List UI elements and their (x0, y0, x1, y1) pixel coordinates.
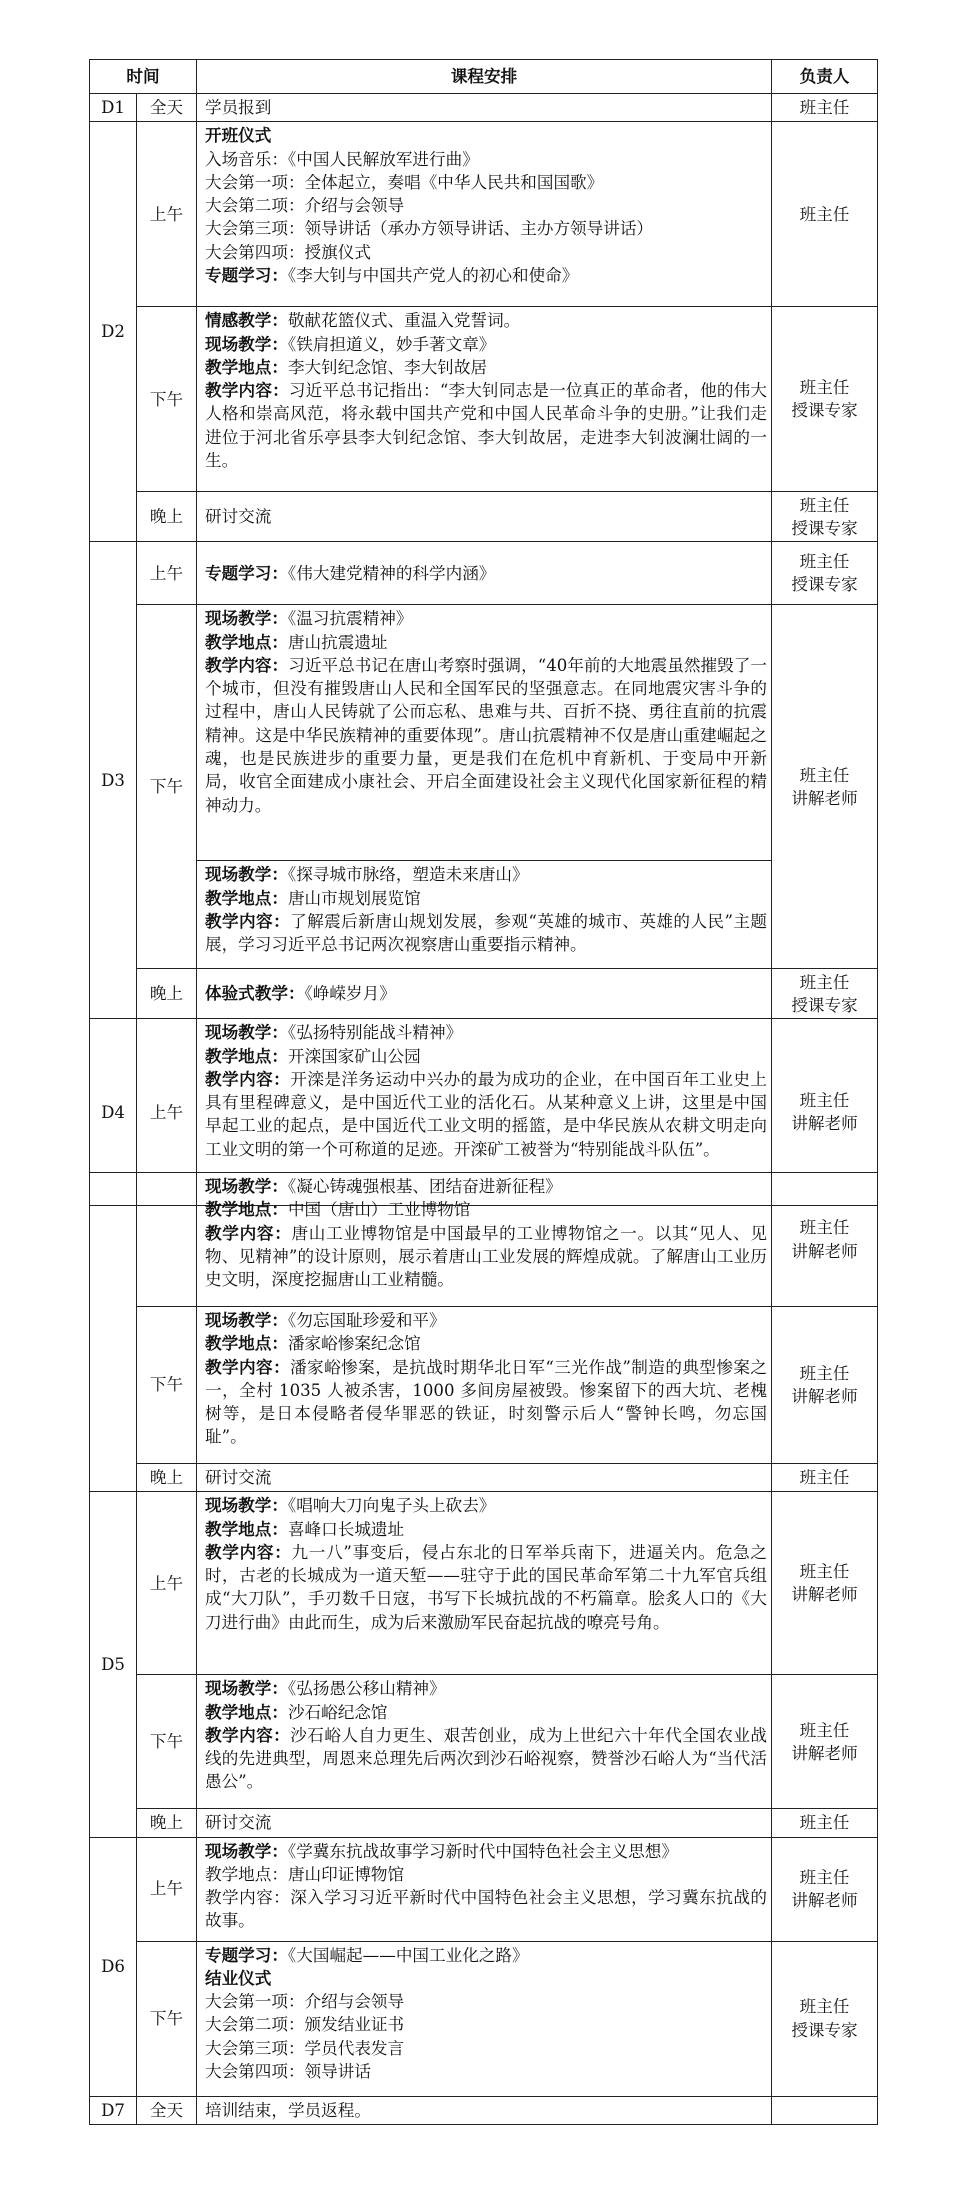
course-line (205, 1021, 767, 1044)
line-label: 教学地点： (205, 631, 288, 652)
course-line: 大会第二项：颁发结业证书 (205, 2015, 405, 2035)
course-cell (197, 605, 772, 861)
owner-cell (772, 1837, 878, 1941)
owner-line: 讲解老师 (791, 1891, 858, 1911)
line-label: 教学内容： (205, 380, 289, 401)
time-cell: 晚上 (137, 1809, 197, 1837)
line-label: 现场教学： (205, 1840, 288, 1861)
course-line: 大会第四项：领导讲话 (205, 2062, 371, 2082)
owner-line: 讲解老师 (791, 1114, 858, 1134)
course-line (205, 1944, 767, 1967)
course-cell (197, 861, 772, 969)
owner-line: 班主任 (799, 378, 850, 397)
day-cell: D6 (90, 1837, 137, 2096)
time-cell: 下午 (137, 1941, 197, 2096)
owner-cell (772, 969, 878, 1019)
time-cell: 下午 (137, 1307, 197, 1464)
line-label: 现场教学： (205, 608, 288, 629)
owner-line: 讲解老师 (791, 788, 858, 808)
header-row (90, 60, 878, 94)
course-line (205, 607, 767, 630)
table-row (90, 1492, 878, 1675)
owner-cell (772, 605, 878, 969)
line-text: 《弘扬愚公移山精神》 (287, 1679, 446, 1699)
owner-cell: 班主任 (772, 94, 878, 122)
time-cell: 上午 (137, 122, 197, 307)
owner-line: 班主任 (799, 1562, 850, 1581)
line-text: 潘家峪惨案，是抗战时期华北日军“三光作战”制造的典型惨案之一，全村 1035 人被杀害，1000 多间房屋被毁。惨案留下的西大坑、老槐树等，是日本侵略者侵华罪恶的铁证，时刻警示后人“警钟长鸣，勿忘国耻”。 (205, 1357, 768, 1447)
time-cell: 晚上 (137, 1464, 197, 1492)
course-cell: 学员报到 (197, 94, 772, 122)
owner-line: 授课专家 (791, 995, 858, 1015)
course-line (205, 654, 767, 817)
table-row (90, 542, 878, 605)
owner-cell (772, 1941, 878, 2096)
course-cell (197, 1307, 772, 1464)
line-label: 教学内容： (205, 910, 291, 931)
course-cell (197, 1675, 772, 1809)
day-cell: D5 (90, 1492, 137, 1837)
line-label: 教学地点： (205, 1518, 288, 1539)
line-text: 《学冀东抗战故事学习新时代中国特色社会主义思想》 (287, 1841, 678, 1861)
line-label: 教学地点： (205, 356, 288, 377)
line-text: 唐山市规划展览馆 (287, 888, 421, 908)
line-text: 九一八”事变后，侵占东北的日军举兵南下，进逼关内。危急之时，古老的长城成为一道天堑——驻守于此的国民革命军第二十九军官兵组成“大刀队”，手刃数千日寇，书写下长城抗战的不朽篇章。脍炙人口的《大刀进行曲》由此而生，成为后来激励军民奋起抗战的嘹亮号角。 (205, 1542, 768, 1632)
line-label: 教学地点： (205, 1045, 288, 1066)
owner-cell (772, 307, 878, 492)
line-label: 专题学习： (205, 1944, 288, 1965)
course-line: 大会第一项：介绍与会领导 (205, 1992, 405, 2012)
course-cell (197, 122, 772, 307)
course-line: 教学内容：深入学习习近平新时代中国特色社会主义思想，学习冀东抗战的故事。 (205, 1888, 767, 1931)
course-line (205, 1198, 767, 1221)
owner-line: 班主任 (799, 495, 850, 515)
course-line (205, 1175, 767, 1198)
day-cell: D7 (90, 2096, 137, 2124)
course-line (205, 1356, 767, 1449)
owner-line: 班主任 (799, 972, 850, 992)
course-line (205, 1840, 767, 1863)
schedule-table-2 (89, 1172, 878, 2125)
time-cell: 下午 (137, 605, 197, 969)
course-line (205, 1332, 767, 1355)
line-text: 沙石峪人自力更生、艰苦创业，成为上世纪六十年代全国农业战线的先进典型，周恩来总理先后两次到沙石峪视察，赞誉沙石峪人为“当代活愚公”。 (205, 1725, 768, 1792)
line-text: 了解震后新唐山规划发展，参观“英雄的城市、英雄的人民”主题展，学习习近平总书记两次视察唐山重要指示精神。 (205, 911, 768, 955)
time-cell: 上午 (137, 1492, 197, 1675)
course-line (205, 631, 767, 654)
course-line (205, 863, 767, 886)
course-line: 大会第三项：领导讲话（承办方领导讲话、主办方领导讲话） (205, 219, 654, 239)
owner-cell: 班主任 (772, 1464, 878, 1492)
owner-line: 班主任 (799, 1997, 850, 2017)
line-text: 《勿忘国耻珍爱和平》 (287, 1311, 446, 1330)
course-line (205, 887, 767, 910)
line-label: 现场教学： (205, 1678, 288, 1699)
line-label: 教学内容： (205, 1068, 291, 1089)
line-text: 李大钊纪念馆、李大钊故居 (287, 357, 488, 377)
time-cell: 全天 (137, 2096, 197, 2124)
course-line (205, 264, 767, 287)
line-label: 现场教学： (205, 1176, 288, 1196)
table-row (90, 1837, 878, 1941)
course-line: 教学地点：唐山印证博物馆 (205, 1864, 405, 1884)
line-text: 唐山工业博物馆是中国最早的工业博物馆之一。以其“见人、见物、见精神”的设计原则，展示着唐山工业发展的辉煌成就。了解唐山工业历史文明，深度挖掘唐山工业精髓。 (205, 1223, 768, 1290)
line-label: 情感教学： (205, 310, 288, 331)
line-text: 潘家峪惨案纪念馆 (287, 1334, 421, 1354)
line-text: 敬献花篮仪式、重温入党誓词。 (287, 311, 521, 331)
line-label: 教学内容： (205, 1724, 291, 1745)
course-line (205, 1494, 767, 1517)
day-cell (90, 1173, 137, 1492)
line-text: 习近平总书记在唐山考察时强调，“40年前的大地震虽然摧毁了一个城市，但没有摧毁唐山人民和全国军民的坚强意志。在同地震灾害斗争的过程中，唐山人民铸就了公而忘私、患难与共、百折不挠、勇往直前的抗震精神。这是中华民族精神的重要体现”。唐山抗震精神不仅是唐山重建崛起之魂，也是民族进步的重要力量，更是我们在危机中育新机、于变局中开新局，收官全面建成小康社会、开启全面建设社会主义现代化国家新征程的精神动力。 (205, 655, 767, 815)
time-cell: 上午 (137, 542, 197, 605)
line-text: 中国（唐山）工业博物馆 (287, 1200, 471, 1220)
owner-line: 班主任 (799, 765, 850, 785)
course-line (205, 1677, 767, 1700)
header-course: 课程安排 (197, 60, 772, 94)
owner-line: 班主任 (799, 1720, 850, 1740)
course-cell (197, 969, 772, 1019)
header-time: 时间 (90, 60, 197, 94)
course-title: 开班仪式 (205, 125, 272, 146)
day-cell: D4 (90, 1019, 137, 1206)
owner-line: 讲解老师 (791, 1387, 858, 1406)
line-text: 唐山抗震遗址 (287, 632, 388, 652)
table-row (90, 605, 878, 861)
course-line: 大会第二项：介绍与会领导 (205, 196, 405, 216)
course-cell (197, 1492, 772, 1675)
day-cell: D3 (90, 542, 137, 1019)
table-row (90, 1675, 878, 1809)
line-text: 《李大钊与中国共产党人的初心和使命》 (287, 266, 579, 286)
course-line: 大会第四项：授旗仪式 (205, 242, 371, 262)
owner-cell (772, 542, 878, 605)
owner-cell (772, 1675, 878, 1809)
line-label: 现场教学： (205, 1495, 288, 1516)
line-text: 开滦国家矿山公园 (287, 1046, 421, 1066)
course-cell (197, 542, 772, 605)
line-text: 《峥嵘岁月》 (304, 984, 396, 1004)
owner-cell (772, 1492, 878, 1675)
course-cell: 培训结束，学员返程。 (197, 2096, 772, 2124)
course-cell: 研讨交流 (197, 1809, 772, 1837)
time-cell (137, 1173, 197, 1307)
line-text: 《铁肩担道义，妙手著文章》 (287, 334, 496, 354)
line-text: 习近平总书记指出：“李大钊同志是一位真正的革命者，他的伟大人格和崇高风范，将永载中国共产党和中国人民革命斗争的史册。”让我们走进位于河北省乐亭县李大钊纪念馆、李大钊故居，走进李大钊波澜壮阔的一生。 (205, 381, 768, 471)
time-cell: 全天 (137, 94, 197, 122)
table-row (90, 2096, 878, 2124)
course-line (205, 356, 767, 379)
line-text: 沙石峪纪念馆 (287, 1702, 388, 1722)
table-row (90, 492, 878, 542)
course-cell: 研讨交流 (197, 492, 772, 542)
course-line (205, 1045, 767, 1068)
owner-line: 讲解老师 (791, 1585, 858, 1605)
line-label: 教学内容： (205, 1222, 292, 1243)
course-cell (197, 307, 772, 492)
course-line (205, 1701, 767, 1724)
line-text: 《温习抗震精神》 (287, 609, 413, 629)
line-label: 教学内容： (205, 1541, 292, 1562)
table-row (90, 969, 878, 1019)
table-row (90, 1173, 878, 1307)
course-line: 大会第一项：全体起立，奏唱《中华人民共和国国歌》 (205, 172, 604, 192)
owner-line: 班主任 (799, 1867, 850, 1887)
course-line (205, 1541, 767, 1634)
line-text: 《弘扬特别能战斗精神》 (287, 1023, 463, 1043)
owner-cell (772, 1307, 878, 1464)
day-cell: D1 (90, 94, 137, 122)
owner-line: 讲解老师 (791, 1241, 858, 1261)
course-line (205, 910, 767, 957)
course-cell (197, 1941, 772, 2096)
owner-line: 班主任 (799, 1218, 850, 1238)
course-line (205, 1309, 767, 1332)
course-cell (197, 1173, 772, 1307)
line-label: 教学地点： (205, 1333, 288, 1354)
line-text: 《大国崛起——中国工业化之路》 (287, 1945, 529, 1965)
course-line (205, 379, 767, 472)
day-cell: D2 (90, 122, 137, 542)
owner-line: 授课专家 (791, 401, 858, 421)
course-cell: 研讨交流 (197, 1464, 772, 1492)
line-label: 教学内容： (205, 1356, 291, 1377)
course-cell (197, 1837, 772, 1941)
course-line (205, 1724, 767, 1794)
course-line: 大会第三项：学员代表发言 (205, 2038, 405, 2058)
time-cell: 晚上 (137, 492, 197, 542)
line-label: 现场教学： (205, 333, 288, 354)
owner-line: 讲解老师 (791, 1743, 858, 1763)
course-line (205, 1518, 767, 1541)
schedule-table-1 (89, 59, 878, 1206)
owner-line: 授课专家 (791, 2020, 858, 2040)
table-row (90, 1809, 878, 1837)
owner-cell (772, 2096, 878, 2124)
line-label: 现场教学： (205, 1310, 288, 1330)
owner-line: 班主任 (799, 552, 850, 571)
table-row (90, 307, 878, 492)
table-row (90, 122, 878, 307)
line-text: 喜峰口长城遗址 (287, 1519, 405, 1539)
line-text: 《伟大建党精神的科学内涵》 (287, 563, 496, 583)
course-line: 入场音乐：《中国人民解放军进行曲》 (205, 149, 479, 169)
time-cell: 下午 (137, 1675, 197, 1809)
owner-line: 授课专家 (791, 575, 858, 595)
line-label: 专题学习： (205, 265, 288, 286)
owner-cell (772, 492, 878, 542)
line-label: 教学内容： (205, 654, 289, 675)
line-label: 教学地点： (205, 1199, 288, 1220)
line-label: 现场教学： (205, 1022, 288, 1043)
line-label: 教学地点： (205, 1701, 288, 1722)
line-label: 专题学习： (205, 562, 288, 583)
table-row (90, 1941, 878, 2096)
line-text: 《唱响大刀向鬼子头上砍去》 (287, 1496, 496, 1516)
time-cell: 上午 (137, 1837, 197, 1941)
owner-line: 班主任 (799, 1363, 850, 1383)
course-line (205, 333, 767, 356)
time-cell: 下午 (137, 307, 197, 492)
line-label: 教学地点： (205, 887, 288, 908)
table-row (90, 1307, 878, 1464)
table-row (90, 1464, 878, 1492)
course-line (205, 1222, 767, 1292)
owner-line: 授课专家 (791, 518, 858, 538)
line-text: 《探寻城市脉络，塑造未来唐山》 (287, 865, 529, 885)
table-row (90, 861, 878, 969)
owner-cell: 班主任 (772, 1809, 878, 1837)
course-title: 结业仪式 (205, 1967, 272, 1988)
owner-line: 班主任 (799, 1091, 850, 1110)
course-line (205, 1068, 767, 1161)
line-label: 体验式教学： (205, 983, 305, 1004)
line-label: 现场教学： (205, 864, 288, 885)
owner-cell (772, 1173, 878, 1307)
time-cell: 晚上 (137, 969, 197, 1019)
line-text: 《凝心铸魂强根基、团结奋进新征程》 (287, 1177, 562, 1196)
course-line (205, 309, 767, 332)
owner-cell: 班主任 (772, 122, 878, 307)
table-row (90, 94, 878, 122)
line-text: 开滦是洋务运动中兴办的最为成功的企业，在中国百年工业史上具有里程碑意义，是中国近代工业的活化石。从某种意义上讲，这里是中国早起工业的起点，是中国近代工业文明的摇篮，是中华民族从农耕文明走向工业文明的第一个可称道的足迹。开滦矿工被誉为“特别能战斗队伍”。 (205, 1069, 768, 1159)
header-owner: 负责人 (772, 60, 878, 94)
time-cell: 上午 (137, 1019, 197, 1206)
